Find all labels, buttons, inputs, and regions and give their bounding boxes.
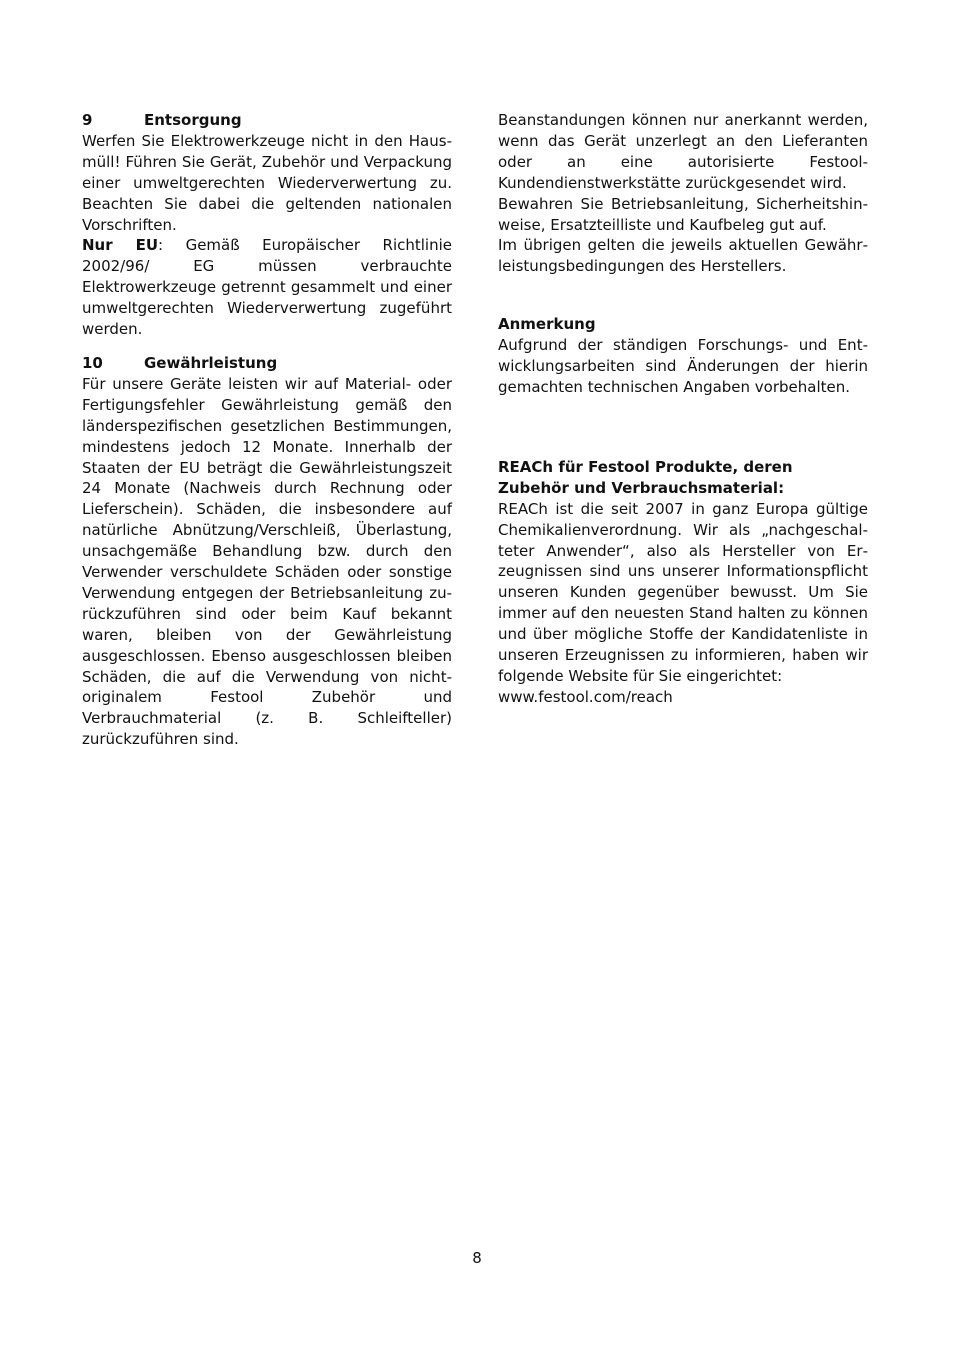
warranty-keep-paragraph: Bewahren Sie Betriebsanleitung, Sicherheitshinweise, Ersatzteilliste und Kaufbeleg gut auf. <box>498 194 868 234</box>
section-heading-disposal <box>82 110 452 131</box>
note-heading: Anmerkung <box>498 315 596 334</box>
note-paragraph: Aufgrund der ständigen Forschungs- und Entwicklungsarbeiten sind Änderungen der hierin gemachten technischen Angaben vorbehalten. <box>498 336 868 396</box>
section-title: Gewährleistung <box>144 353 278 372</box>
eu-label: Nur EU <box>82 236 159 255</box>
reach-heading: REACh für Festool Produkte, deren Zubehör und Verbrauchsmaterial: <box>498 457 793 497</box>
warranty-paragraph: Für unsere Geräte leisten wir auf Material- oder Fertigungsfehler Gewährleistung gemäß den länderspezifischen gesetzlichen Bestimmungen, mindestens jedoch 12 Monate. Innerhalb der Staaten der EU beträgt die Gewährleistungszeit 24 Monate (Nachweis durch Rechnung oder Lieferschein). Schäden, die insbesondere auf natürliche Abnützung/Verschleiß, Überlastung, unsachgemäße Behandlung bzw. durch den Verwender verschuldete Schäden oder sonstige Verwendung entgegen der Betriebsanleitung zurückzuführen sind oder beim Kauf bekannt waren, bleiben von der Gewährleistung ausgeschlossen. Ebenso ausgeschlossen bleiben Schäden, die auf die Verwendung von nicht-originalem Festool Zubehör und Verbrauchmaterial (z. B. Schleifteller) zurückzuführen sind. <box>82 374 452 749</box>
reach-paragraph: REACh ist die seit 2007 in ganz Europa gültige Chemikalienverordnung. Wir als „nachgeschalteter Anwender“, also als Hersteller von Erzeugnissen sind uns unserer Informationspflicht unseren Kunden gegenüber bewusst. Um Sie immer auf den neuesten Stand halten zu können und über mögliche Stoffe der Kandidatenliste in unseren Erzeugnissen zu informieren, haben wir folgende Website für Sie eingerichtet: <box>498 499 868 685</box>
warranty-conditions-paragraph: Im übrigen gelten die jeweils aktuellen Gewährleistungsbedingungen des Herstellers. <box>498 236 868 276</box>
section-number: 10 <box>82 353 103 372</box>
right-column <box>498 110 868 708</box>
section-heading-warranty <box>82 353 452 374</box>
page-number: 8 <box>472 1249 482 1267</box>
warranty-claims-paragraph: Beanstandungen können nur anerkannt werden, wenn das Gerät unzerlegt an den Lieferanten oder an eine autorisierte Festool-Kundendienstwerkstätte zurückgesendet wird. <box>498 111 868 192</box>
disposal-eu-paragraph <box>82 235 452 340</box>
section-number: 9 <box>82 111 93 129</box>
reach-url: www.festool.com/reach <box>498 687 673 706</box>
eu-text: : Gemäß Europäischer Richtlinie 2002/96/ EG müssen verbrauchte Elektrowerkzeuge getrennt gesammelt und einer umweltgerechten Wiederverwertung zugeführt werden. <box>82 236 452 339</box>
disposal-paragraph: Werfen Sie Elektrowerkzeuge nicht in den Hausmüll! Führen Sie Gerät, Zubehör und Verpackung einer umweltgerechten Wiederverwertung zu. Beachten Sie dabei die geltenden nationalen Vorschriften. <box>82 131 452 234</box>
left-column <box>82 110 452 750</box>
section-title: Entsorgung <box>144 111 242 129</box>
